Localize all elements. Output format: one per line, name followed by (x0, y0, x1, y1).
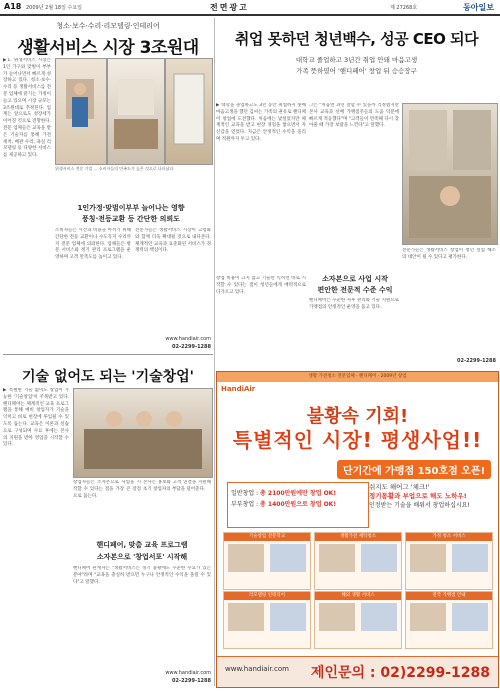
left-body-col3: 전문가들은 생활서비스 시장이 고령화와 함께 더욱 확대될 것으로 내다본다. 체계적인 교육과 표준화된 서비스가 경쟁력의 핵심이다. (135, 228, 211, 254)
right-body-col2: 그는 "처음엔 과연 잘할 수 있을까 걱정했지만 본사 교육과 선배 가맹점주들의 도움 덕분에 빠르게 적응했다"며 "고객들이 만족해 다시 찾아줄 때 가장 보람을 느낀다"고 말했다. (309, 103, 399, 129)
right-headline: 취업 못하던 청년백수, 성공 CEO 되다 (234, 30, 479, 48)
left-subhead-4: 소자본으로 '창업서포' 시작해 (96, 553, 188, 561)
right-sub-1: 대학교 졸업하고 3년간 취업 안돼 마음고생 (295, 56, 418, 64)
ad-side-line-2: 정기통활과 부업으로 해도 노하우! (369, 492, 467, 500)
left-body-col2: 소비자들은 시간과 비용을 아끼기 위해 간단한 전등 교환이나 수도꼭지 수리까지 전문 업체에 의뢰한다. 업체들은 방문 서비스와 정기 관리 프로그램을 운영하며 고객 만족도를 높이고 있다. (55, 228, 131, 261)
ad-side-line-1: 쉬지도 해어그 '체크!' (369, 483, 430, 491)
ad-side-copy (369, 482, 493, 526)
left-subhead-3: 핸디페어, 맞춤 교육 프로그램 (96, 541, 188, 549)
right-contact-phone: 02-2299-1288 (457, 358, 496, 364)
column-divider (214, 18, 215, 686)
right-sub-2: 가족 뜻하였어 '핸디페어' 창업 뒤 승승장구 (296, 67, 417, 75)
photo-illustration-icon (403, 104, 497, 244)
issue-number: 제 27268호 (390, 5, 418, 11)
section-title: 전면광고 (210, 3, 249, 12)
ad-footer (217, 656, 498, 687)
ad-service-cell: 기술창업 전문학교 (223, 532, 311, 590)
ad-service-grid (223, 532, 491, 647)
photo-cleaning-3 (165, 58, 213, 165)
right-body-col5: 전문가들은 생활서비스 창업이 청년 실업 해소의 대안이 될 수 있다고 평가한다. (402, 248, 496, 260)
photo-cleaning-2 (107, 58, 165, 165)
left-headline-2: 기술 없어도 되는 '기술창업' (22, 369, 194, 385)
page-header (0, 0, 500, 16)
issue-date: 2009년 2월 18일 수요일 (26, 5, 83, 11)
right-column (216, 18, 497, 686)
ad-service-cell: 리모델링 인테리어 (223, 591, 311, 649)
photo-illustration-icon (74, 389, 212, 477)
ad-service-cell: 해외 생활 서비스 (314, 591, 402, 649)
right-body-col1: ▶ 대학을 졸업하고도 3년 동안 취업하지 못해 마음고생을 했던 김씨는 가족의 권유로 핸디페어 창업에 도전했다. 처음에는 낯설었지만 체계적인 교육을 받고 현장 경험을 쌓으면서 자신감을 얻었다. 지금은 안정적인 수익을 올리며 직원까지 두고 있다. (216, 103, 306, 142)
photo-ceo (402, 103, 498, 245)
ad-phone: 제인문의 : 02)2299-1288 (310, 665, 490, 681)
ad-service-cell: 전국 가맹점 안내 (405, 591, 493, 649)
right-body-col4: 핸디페어는 꾸준한 사후 관리와 기술 지원으로 가맹점의 안정적인 운영을 돕고 있다. (309, 298, 399, 310)
left-body-col7: 핸디페어 관계자는 "생활서비스는 경기 불황에도 꾸준한 수요가 있는 분야"라며 "교육을 충실히 받으면 누구나 안정적인 수익을 올릴 수 있다"고 말했다. (73, 566, 211, 585)
right-section-head-1: 소자본으로 사업 시작 (322, 275, 388, 283)
ad-headline-1: 불황속 기회! (306, 406, 409, 427)
photo-cleaning-1 (55, 58, 107, 165)
ad-pricing-row-1: 일반창업 : 총 2100만원에만 창업 OK! (231, 490, 337, 497)
ad-website[interactable]: www.handiair.com (225, 665, 289, 673)
left-contact-phone: 02-2299-1288 (172, 344, 211, 350)
newspaper-brand: 동아일보 (463, 3, 494, 12)
ad-headline-2: 특별적인 시장! 평생사업!! (232, 428, 483, 452)
photo-training (73, 388, 213, 478)
left-body-col4: ▶ 특별한 기술 없이도 창업이 가능한 '기술창업'이 주목받고 있다. 핸디페어는 체계적인 교육 프로그램을 통해 예비 창업자가 기술을 익히고 바로 현장에 투입될 수 있도록 돕는다. 교육은 이론과 실습으로 구성되며 수료 후에는 본사의 지원을 받아 영업을 시작할 수 있다. (3, 388, 69, 448)
left-body-col5: 창업자들은 소자본으로 사업을 시작할 수 있다는 점을 가장 큰 장점으로 꼽는다. (73, 480, 141, 499)
ad-top-banner: 생활 가전청소 전문업체 · 핸디페어 · 2009년 창업 (217, 372, 498, 382)
photo-caption: 위생서비스 전문 기업 ... 소비자들의 만족도가 높은 것으로 나타났다 (55, 166, 174, 171)
ad-side-line-3: 인정받는 기술을 배워서 창업하십시요! (369, 502, 470, 509)
left-contact-url: www.handiair.com (165, 336, 211, 342)
ad-cta-banner: 단기간에 가맹점 150호점 오픈! (337, 460, 491, 479)
left-contact-url-2: www.handiair.com (165, 670, 211, 676)
left-headline: 생활서비스 시장 3조원대 (17, 38, 199, 58)
left-divider (3, 354, 213, 355)
left-subhead-2: 풍칭·전등교환 등 간단한 의뢰도 (82, 215, 180, 223)
left-body-col1: ▶1. 위생서비스 시장은 1인 가구와 맞벌이 부부가 늘어나면서 빠르게 성장하고 있다. 청소·보수·수리 등 생활서비스를 전문 업체에 맡기는 가정이 늘고 있으며 시장 규모는 3조원대로 추정된다. 업계는 앞으로도 성장세가 이어질 것으로 전망한다. 전문 업체들은 교육을 받은 기술자를 통해 가전 세척, 배관 수리, 욕실 리모델링 등 다양한 서비스를 제공하고 있다. (3, 58, 51, 159)
left-contact-phone-2: 02-2299-1288 (172, 678, 211, 684)
right-body-col3: 창업 비용이 크지 않고 기술만 익히면 바로 시작할 수 있다는 점이 청년들에게 매력적으로 다가오고 있다. (216, 276, 306, 295)
right-section-head-2: 편안한 전문적 수준 수익 (317, 286, 393, 294)
left-body-col6: 본사는 홍보와 고객 연결을 지원해 초기 창업자의 부담을 덜어준다. (143, 480, 211, 492)
left-kicker: 청소·보수·수리·리모델링·인테리어 (56, 22, 160, 30)
photo-illustration-icon (166, 59, 212, 164)
ad-pricing-row-2: 부부창업 : 총 1400만원으로 창업 OK! (231, 501, 337, 508)
left-subhead-1: 1인가정·맞벌이부부 늘어나는 영향 (77, 204, 185, 212)
handiair-advertisement (216, 371, 499, 688)
page-number: A18 (4, 2, 22, 11)
photo-illustration-icon (108, 59, 164, 164)
ad-pricing-box (227, 482, 369, 528)
ad-service-cell: 가정 청소 서비스 (405, 532, 493, 590)
left-column (3, 18, 213, 686)
photo-illustration-icon (56, 59, 106, 164)
ad-service-cell: 생활가전 세탁청소 (314, 532, 402, 590)
ad-logo: HandiAir (221, 385, 256, 393)
